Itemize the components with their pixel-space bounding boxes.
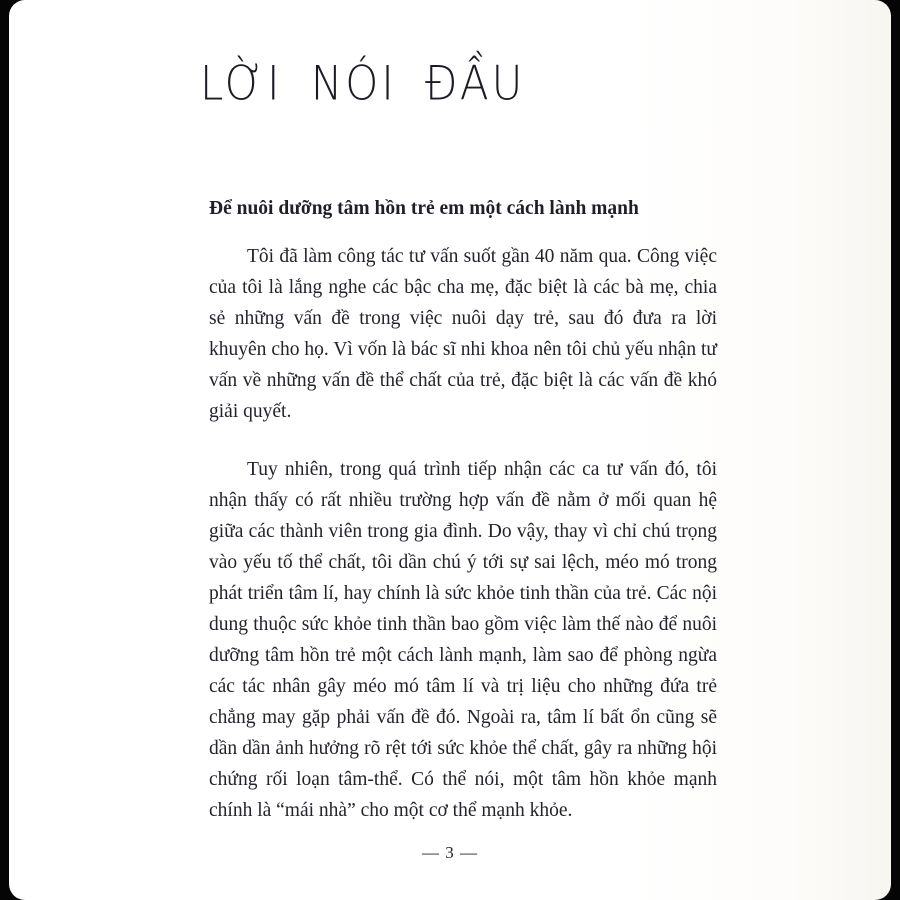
body-text: [209, 241, 717, 826]
page-number: — 3 —: [422, 843, 478, 862]
paragraph-1: Tôi đã làm công tác tư vấn suốt gần 40 năm qua. Công việc của tôi là lắng nghe các bậc cha mẹ, đặc biệt là các bà mẹ, chia sẻ những vấn đề trong việc nuôi dạy trẻ, sau đó đưa ra lời khuyên cho họ. Vì vốn là bác sĩ nhi khoa nên tôi chủ yếu nhận tư vấn về những vấn đề thể chất của trẻ, đặc biệt là các vấn đề khó giải quyết.: [209, 246, 717, 422]
page-title: LỜI NÓI ĐẦU: [200, 56, 526, 111]
section-heading: Để nuôi dưỡng tâm hồn trẻ em một cách lành mạnh: [209, 198, 639, 219]
page: [9, 0, 891, 900]
paragraph-2: Tuy nhiên, trong quá trình tiếp nhận các ca tư vấn đó, tôi nhận thấy có rất nhiều trường hợp vấn đề nằm ở mối quan hệ giữa các thành viên trong gia đình. Do vậy, thay vì chỉ chú trọng vào yếu tố thể chất, tôi dần chú ý tới sự sai lệch, méo mó trong phát triển tâm lí, hay chính là sức khỏe tinh thần của trẻ. Các nội dung thuộc sức khỏe tinh thần bao gồm việc làm thế nào để nuôi dưỡng tâm hồn trẻ một cách lành mạnh, làm sao để phòng ngừa các tác nhân gây méo mó tâm lí và trị liệu cho những đứa trẻ chẳng may gặp phải vấn đề đó. Ngoài ra, tâm lí bất ổn cũng sẽ dần dần ảnh hưởng rõ rệt tới sức khỏe thể chất, gây ra những hội chứng rối loạn tâm-thể. Có thể nói, một tâm hồn khỏe mạnh chính là “mái nhà” cho một cơ thể mạnh khỏe.: [209, 459, 717, 821]
